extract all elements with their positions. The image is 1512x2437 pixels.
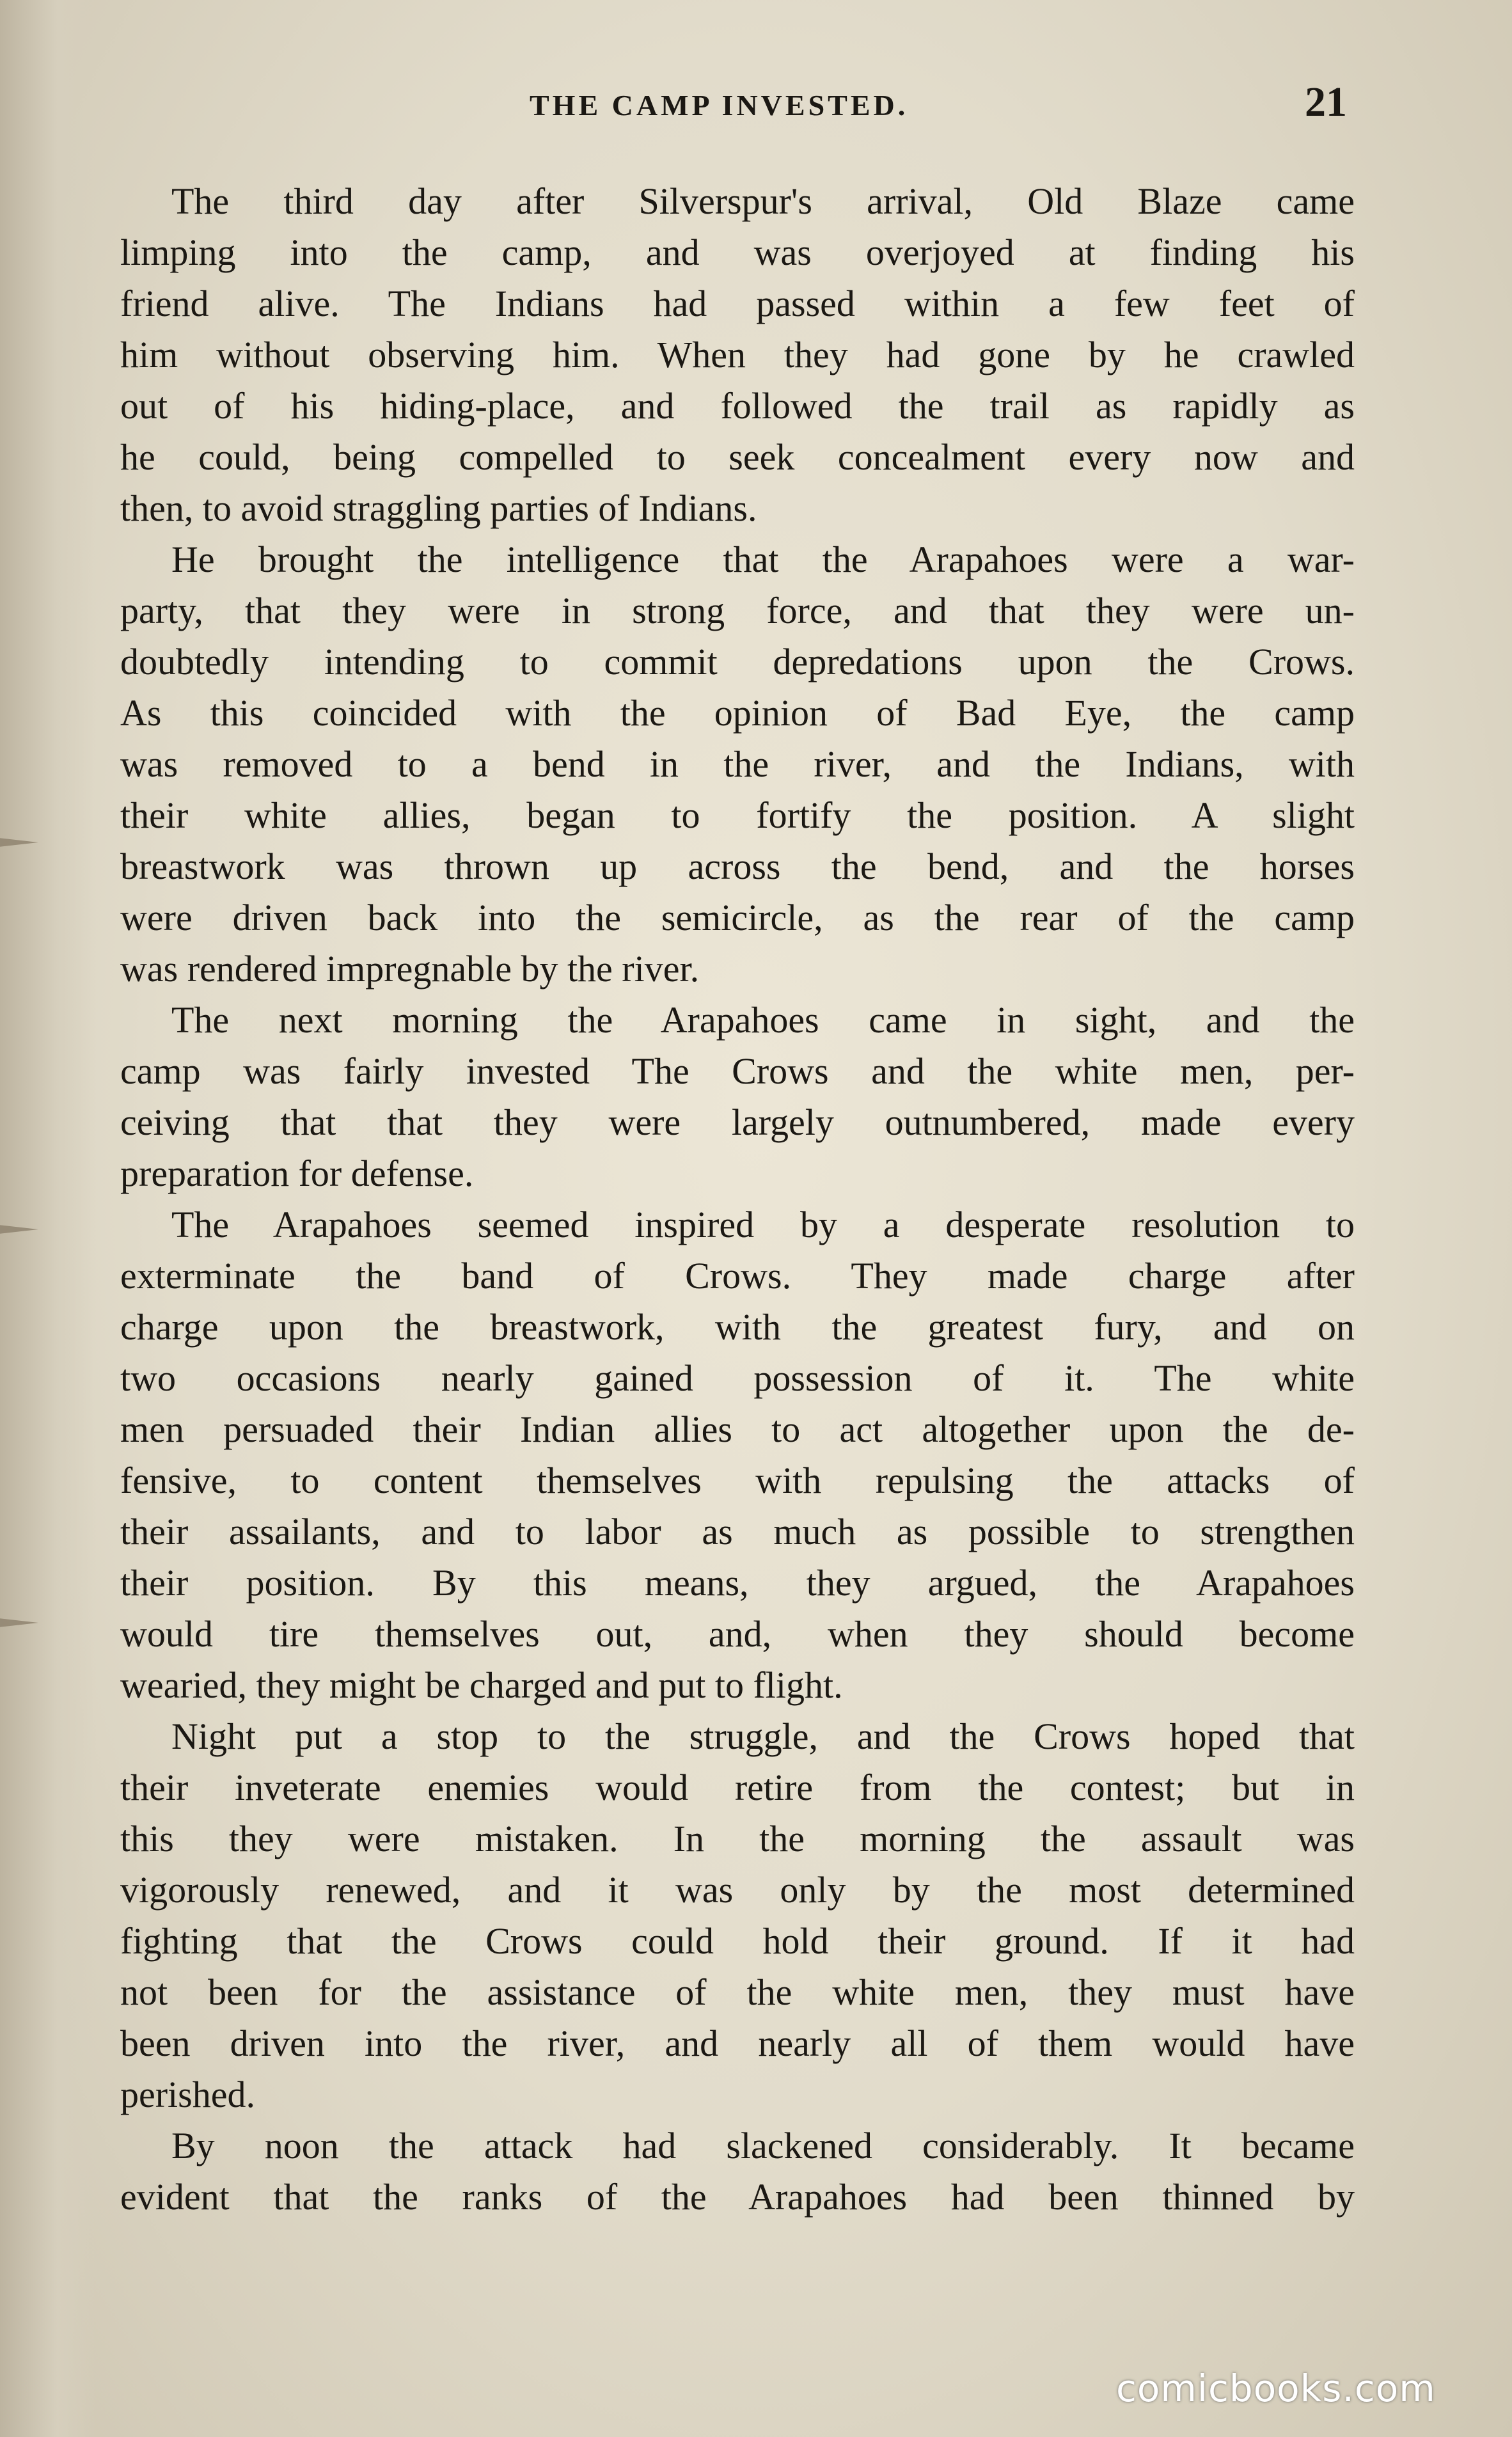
text-line: The next morning the Arapahoes came in sight, and the — [171, 999, 1355, 1041]
text-line: He brought the intelligence that the Arapahoes were a war- — [171, 539, 1355, 580]
body-text — [120, 176, 1355, 2223]
text-line: would tire themselves out, and, when they should become — [120, 1613, 1355, 1655]
paragraph — [120, 995, 1355, 1199]
paragraph — [120, 1199, 1355, 1711]
text-line: Night put a stop to the struggle, and the Crows hoped that — [171, 1715, 1355, 1757]
paragraph — [120, 1711, 1355, 2120]
text-line: doubtedly intending to commit depredations upon the Crows. — [120, 641, 1355, 682]
text-line: their inveterate enemies would retire from the contest; but in — [120, 1767, 1355, 1808]
text-line: vigorously renewed, and it was only by the most determined — [120, 1869, 1355, 1911]
text-line: men persuaded their Indian allies to act altogether upon the de- — [120, 1408, 1355, 1450]
text-line: he could, being compelled to seek concealment every now and — [120, 436, 1355, 478]
text-line: exterminate the band of Crows. They made charge after — [120, 1255, 1355, 1297]
text-line: then, to avoid straggling parties of Indians. — [120, 487, 757, 529]
text-line: breastwork was thrown up across the bend, and the horses — [120, 846, 1355, 887]
running-head — [0, 79, 1512, 129]
text-line: their position. By this means, they argued, the Arapahoes — [120, 1562, 1355, 1604]
text-line: fighting that the Crows could hold their ground. If it had — [120, 1920, 1355, 1962]
text-line: was rendered impregnable by the river. — [120, 948, 700, 990]
text-line: The Arapahoes seemed inspired by a desperate resolution to — [171, 1204, 1355, 1245]
text-line: perished. — [120, 2074, 255, 2115]
text-line: this they were mistaken. In the morning the assault was — [120, 1818, 1355, 1859]
paragraph — [120, 534, 1355, 995]
text-line: not been for the assistance of the white men, they must have — [120, 1971, 1355, 2013]
text-line: fensive, to content themselves with repulsing the attacks of — [120, 1460, 1355, 1501]
text-line: two occasions nearly gained possession of it. The white — [120, 1357, 1355, 1399]
text-line: charge upon the breastwork, with the greatest fury, and on — [120, 1306, 1355, 1348]
text-line: camp was fairly invested The Crows and the white men, per- — [120, 1050, 1355, 1092]
text-line: wearied, they might be charged and put to flight. — [120, 1664, 843, 1706]
text-line: limping into the camp, and was overjoyed at finding his — [120, 232, 1355, 273]
watermark: comicbooks.com — [1116, 2367, 1436, 2410]
text-line: friend alive. The Indians had passed within a few feet of — [120, 283, 1355, 324]
text-line: was removed to a bend in the river, and the Indians, with — [120, 743, 1355, 785]
text-line: their assailants, and to labor as much as possible to strengthen — [120, 1511, 1355, 1552]
text-line: him without observing him. When they had gone by he crawled — [120, 334, 1355, 375]
running-title: THE CAMP INVESTED. — [530, 89, 909, 122]
text-line: The third day after Silverspur's arrival, Old Blaze came — [171, 180, 1355, 222]
paragraph — [120, 176, 1355, 534]
paragraph — [120, 2120, 1355, 2223]
text-line: party, that they were in strong force, and that they were un- — [120, 590, 1355, 631]
text-line: As this coincided with the opinion of Bad Eye, the camp — [120, 692, 1355, 734]
text-line: ceiving that that they were largely outnumbered, made every — [120, 1101, 1355, 1143]
text-line: their white allies, began to fortify the position. A slight — [120, 794, 1355, 836]
text-line: evident that the ranks of the Arapahoes had been thinned by — [120, 2176, 1355, 2218]
page-number: 21 — [1305, 79, 1347, 125]
text-line: By noon the attack had slackened considerably. It became — [171, 2125, 1355, 2166]
text-line: were driven back into the semicircle, as the rear of the camp — [120, 897, 1355, 938]
text-line: been driven into the river, and nearly all of them would have — [120, 2023, 1355, 2064]
text-line: out of his hiding-place, and followed the trail as rapidly as — [120, 385, 1355, 427]
page-left-edge — [0, 0, 96, 2437]
text-line: preparation for defense. — [120, 1153, 474, 1194]
